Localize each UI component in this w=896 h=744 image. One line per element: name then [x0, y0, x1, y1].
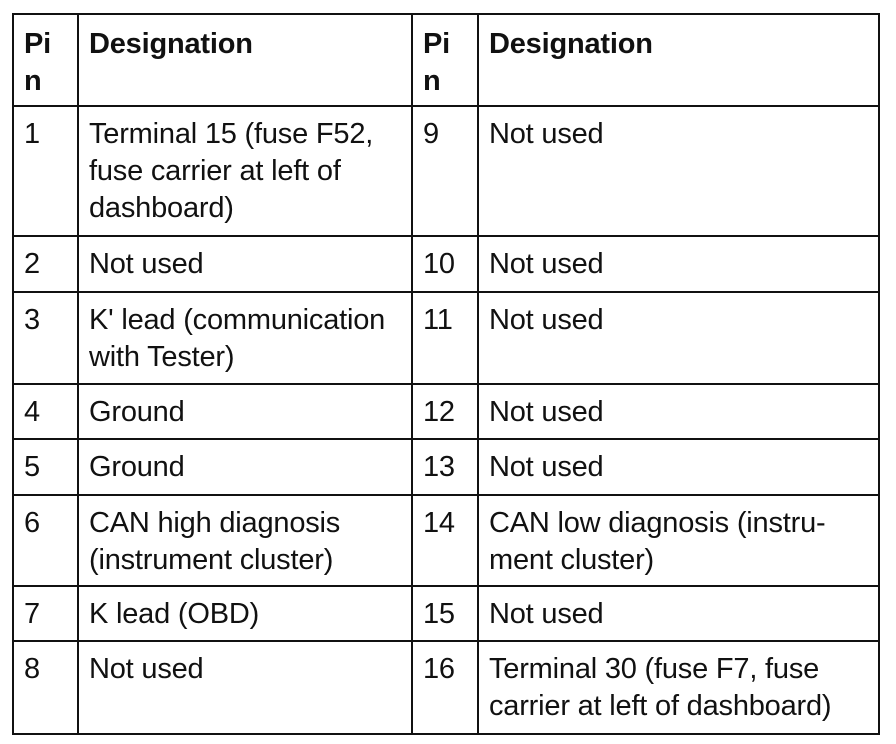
designation-cell: Not used [478, 439, 879, 495]
pin-cell: 5 [13, 439, 78, 495]
pin-cell: 9 [412, 106, 478, 236]
designation-cell: Terminal 15 (fuse F52, fuse carrier at left of dashboard) [78, 106, 412, 236]
designation-column-header-right: Designation [478, 14, 879, 106]
pin-cell: 4 [13, 384, 78, 439]
pin-assignment-table [12, 13, 880, 735]
table-row [13, 439, 879, 495]
designation-column-header-left: Designation [78, 14, 412, 106]
designation-cell: Not used [78, 236, 412, 292]
designation-cell: Not used [78, 641, 412, 734]
designation-cell: Not used [478, 586, 879, 641]
pin-cell: 11 [412, 292, 478, 384]
pin-column-header-left: Pi n [13, 14, 78, 106]
designation-cell: Ground [78, 439, 412, 495]
table-row [13, 106, 879, 236]
table-header-row [13, 14, 879, 106]
table-row [13, 292, 879, 384]
table-row [13, 384, 879, 439]
table-row [13, 586, 879, 641]
pin-cell: 14 [412, 495, 478, 586]
pin-cell: 15 [412, 586, 478, 641]
designation-cell: K lead (OBD) [78, 586, 412, 641]
pin-column-header-right: Pi n [412, 14, 478, 106]
pin-cell: 16 [412, 641, 478, 734]
pin-cell: 13 [412, 439, 478, 495]
designation-cell: K' lead (communication with Tester) [78, 292, 412, 384]
pin-cell: 8 [13, 641, 78, 734]
table-row [13, 641, 879, 734]
designation-cell: Not used [478, 106, 879, 236]
table-row [13, 236, 879, 292]
pin-assignment-table-container [12, 13, 878, 731]
pin-cell: 3 [13, 292, 78, 384]
designation-cell: CAN low diagnosis (instru-ment cluster) [478, 495, 879, 586]
pin-cell: 12 [412, 384, 478, 439]
pin-cell: 1 [13, 106, 78, 236]
pin-cell: 6 [13, 495, 78, 586]
designation-cell: CAN high diagnosis (instrument cluster) [78, 495, 412, 586]
designation-cell: Ground [78, 384, 412, 439]
table-row [13, 495, 879, 586]
designation-cell: Not used [478, 292, 879, 384]
pin-cell: 7 [13, 586, 78, 641]
designation-cell: Not used [478, 236, 879, 292]
pin-cell: 2 [13, 236, 78, 292]
designation-cell: Terminal 30 (fuse F7, fuse carrier at left of dashboard) [478, 641, 879, 734]
pin-cell: 10 [412, 236, 478, 292]
designation-cell: Not used [478, 384, 879, 439]
